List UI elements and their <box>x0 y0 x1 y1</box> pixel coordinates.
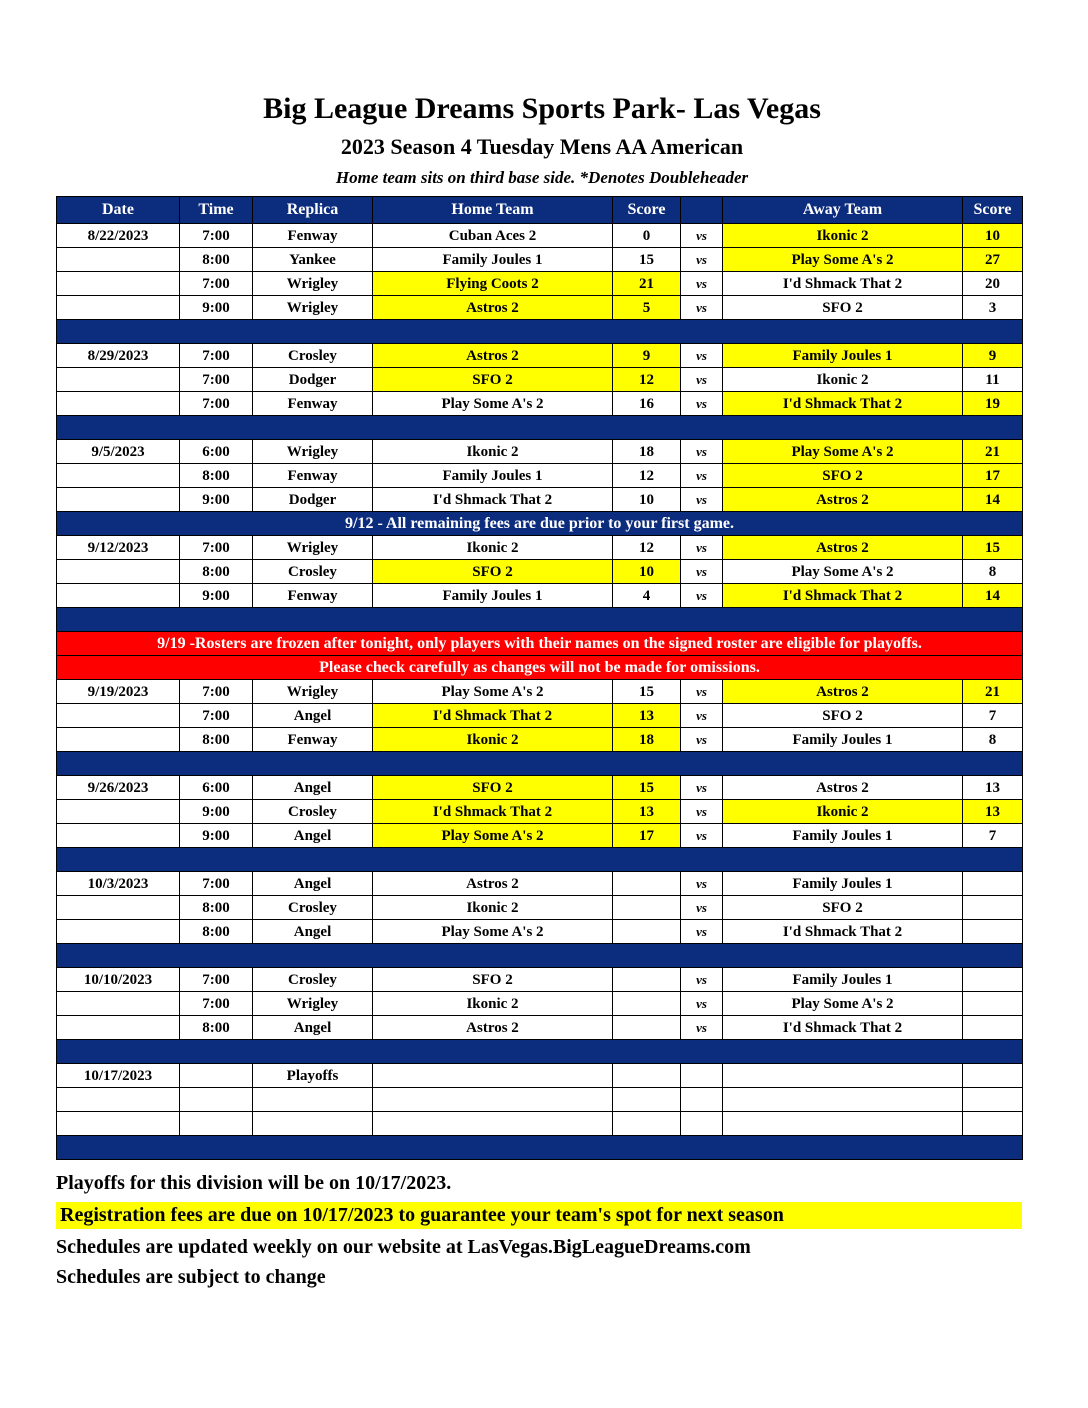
separator-bar <box>57 608 1023 632</box>
game-replica: Crosley <box>253 968 373 992</box>
game-time: 7:00 <box>180 992 253 1016</box>
row-game <box>57 296 1023 320</box>
game-time: 6:00 <box>180 776 253 800</box>
game-time: 9:00 <box>180 824 253 848</box>
row-playoffs <box>57 1064 1023 1088</box>
game-time: 8:00 <box>180 560 253 584</box>
home-score: 0 <box>613 224 681 248</box>
row-note_red <box>57 656 1023 680</box>
game-replica: Angel <box>253 920 373 944</box>
away-score: 14 <box>963 584 1023 608</box>
home-score: 15 <box>613 680 681 704</box>
row-sep <box>57 1040 1023 1064</box>
row-blank <box>57 1112 1023 1136</box>
away-team: Play Some A's 2 <box>723 560 963 584</box>
home-team: Ikonic 2 <box>373 992 613 1016</box>
game-replica: Dodger <box>253 368 373 392</box>
row-game <box>57 776 1023 800</box>
col-header-home-team: Home Team <box>373 197 613 224</box>
home-score: 13 <box>613 800 681 824</box>
game-date <box>57 272 180 296</box>
vs-label: vs <box>681 464 723 488</box>
vs-label: vs <box>681 680 723 704</box>
away-team: Family Joules 1 <box>723 344 963 368</box>
game-date <box>57 296 180 320</box>
away-score <box>963 1016 1023 1040</box>
away-score: 8 <box>963 728 1023 752</box>
game-date <box>57 728 180 752</box>
home-score: 12 <box>613 464 681 488</box>
away-score: 21 <box>963 680 1023 704</box>
row-game <box>57 536 1023 560</box>
game-replica: Fenway <box>253 224 373 248</box>
game-date: 10/3/2023 <box>57 872 180 896</box>
home-team: SFO 2 <box>373 968 613 992</box>
empty-cell <box>681 1064 723 1088</box>
empty-cell <box>253 1112 373 1136</box>
game-date: 8/29/2023 <box>57 344 180 368</box>
col-header-away-team: Away Team <box>723 197 963 224</box>
empty-cell <box>613 1112 681 1136</box>
away-team: Family Joules 1 <box>723 872 963 896</box>
game-date <box>57 584 180 608</box>
row-game <box>57 680 1023 704</box>
vs-label: vs <box>681 344 723 368</box>
empty-cell <box>180 1064 253 1088</box>
vs-label: vs <box>681 584 723 608</box>
separator-bar <box>57 1040 1023 1064</box>
home-score <box>613 872 681 896</box>
game-time: 9:00 <box>180 584 253 608</box>
home-team: SFO 2 <box>373 560 613 584</box>
vs-label: vs <box>681 440 723 464</box>
empty-cell <box>681 1088 723 1112</box>
away-score: 13 <box>963 800 1023 824</box>
vs-label: vs <box>681 536 723 560</box>
game-time: 8:00 <box>180 920 253 944</box>
game-date: 9/5/2023 <box>57 440 180 464</box>
vs-label: vs <box>681 968 723 992</box>
game-replica: Wrigley <box>253 536 373 560</box>
game-time: 7:00 <box>180 368 253 392</box>
game-replica: Dodger <box>253 488 373 512</box>
empty-cell <box>723 1088 963 1112</box>
away-team: Astros 2 <box>723 488 963 512</box>
home-score: 4 <box>613 584 681 608</box>
empty-cell <box>180 1088 253 1112</box>
away-team: Family Joules 1 <box>723 728 963 752</box>
game-date <box>57 704 180 728</box>
col-header-vs <box>681 197 723 224</box>
game-replica: Crosley <box>253 896 373 920</box>
game-replica: Wrigley <box>253 440 373 464</box>
vs-label: vs <box>681 560 723 584</box>
row-sep <box>57 608 1023 632</box>
home-score: 9 <box>613 344 681 368</box>
home-score: 13 <box>613 704 681 728</box>
home-score: 10 <box>613 488 681 512</box>
row-blank <box>57 1088 1023 1112</box>
footer-subject-line: Schedules are subject to change <box>56 1266 326 1288</box>
row-game <box>57 392 1023 416</box>
empty-cell <box>681 1112 723 1136</box>
game-date <box>57 248 180 272</box>
separator-bar <box>57 1136 1023 1160</box>
away-score: 21 <box>963 440 1023 464</box>
empty-cell <box>613 1064 681 1088</box>
away-score <box>963 872 1023 896</box>
game-replica: Crosley <box>253 344 373 368</box>
home-team: I'd Shmack That 2 <box>373 704 613 728</box>
away-score: 11 <box>963 368 1023 392</box>
away-score <box>963 968 1023 992</box>
home-team: Play Some A's 2 <box>373 824 613 848</box>
row-game <box>57 920 1023 944</box>
away-score: 15 <box>963 536 1023 560</box>
vs-label: vs <box>681 704 723 728</box>
vs-label: vs <box>681 776 723 800</box>
fees-due-note: 9/12 - All remaining fees are due prior to your first game. <box>57 512 1023 536</box>
table-header-row <box>57 197 1023 224</box>
home-team: Flying Coots 2 <box>373 272 613 296</box>
away-team: Astros 2 <box>723 536 963 560</box>
vs-label: vs <box>681 296 723 320</box>
game-time: 8:00 <box>180 1016 253 1040</box>
home-team-note: Home team sits on third base side. *Denotes Doubleheader <box>335 168 749 187</box>
row-game <box>57 272 1023 296</box>
playoffs-date: 10/17/2023 <box>57 1064 180 1088</box>
away-team: Astros 2 <box>723 680 963 704</box>
home-team: I'd Shmack That 2 <box>373 488 613 512</box>
game-time: 7:00 <box>180 968 253 992</box>
game-replica: Fenway <box>253 584 373 608</box>
page-subtitle: 2023 Season 4 Tuesday Mens AA American <box>340 134 744 159</box>
home-score: 15 <box>613 248 681 272</box>
home-team: Play Some A's 2 <box>373 920 613 944</box>
empty-cell <box>373 1088 613 1112</box>
away-score: 17 <box>963 464 1023 488</box>
game-time: 7:00 <box>180 344 253 368</box>
home-team: Play Some A's 2 <box>373 392 613 416</box>
home-score: 18 <box>613 440 681 464</box>
game-replica: Wrigley <box>253 296 373 320</box>
home-team: SFO 2 <box>373 776 613 800</box>
game-replica: Angel <box>253 1016 373 1040</box>
away-team: Family Joules 1 <box>723 968 963 992</box>
game-date <box>57 920 180 944</box>
vs-label: vs <box>681 272 723 296</box>
separator-bar <box>57 944 1023 968</box>
game-date <box>57 560 180 584</box>
row-game <box>57 824 1023 848</box>
empty-cell <box>723 1112 963 1136</box>
row-game <box>57 992 1023 1016</box>
game-date: 9/12/2023 <box>57 536 180 560</box>
game-time: 6:00 <box>180 440 253 464</box>
home-team: Cuban Aces 2 <box>373 224 613 248</box>
empty-cell <box>253 1088 373 1112</box>
roster-freeze-note: Please check carefully as changes will not be made for omissions. <box>57 656 1023 680</box>
away-team: Ikonic 2 <box>723 224 963 248</box>
game-replica: Angel <box>253 704 373 728</box>
away-team: I'd Shmack That 2 <box>723 920 963 944</box>
home-team: Astros 2 <box>373 344 613 368</box>
schedule-body <box>57 224 1023 1160</box>
home-score: 21 <box>613 272 681 296</box>
game-date <box>57 368 180 392</box>
away-score: 14 <box>963 488 1023 512</box>
game-date <box>57 824 180 848</box>
home-score: 12 <box>613 368 681 392</box>
home-score: 16 <box>613 392 681 416</box>
away-team: Ikonic 2 <box>723 800 963 824</box>
home-score: 10 <box>613 560 681 584</box>
row-game <box>57 224 1023 248</box>
game-replica: Angel <box>253 824 373 848</box>
game-replica: Yankee <box>253 248 373 272</box>
schedule-table <box>56 196 1023 1160</box>
separator-bar <box>57 416 1023 440</box>
vs-label: vs <box>681 224 723 248</box>
home-team: I'd Shmack That 2 <box>373 800 613 824</box>
away-team: I'd Shmack That 2 <box>723 272 963 296</box>
vs-label: vs <box>681 1016 723 1040</box>
away-score: 19 <box>963 392 1023 416</box>
home-team: Ikonic 2 <box>373 440 613 464</box>
game-time: 8:00 <box>180 248 253 272</box>
vs-label: vs <box>681 368 723 392</box>
away-score: 3 <box>963 296 1023 320</box>
vs-label: vs <box>681 728 723 752</box>
home-score: 5 <box>613 296 681 320</box>
row-note_red <box>57 632 1023 656</box>
separator-bar <box>57 752 1023 776</box>
away-team: Astros 2 <box>723 776 963 800</box>
row-game <box>57 344 1023 368</box>
game-replica: Crosley <box>253 560 373 584</box>
away-team: Family Joules 1 <box>723 824 963 848</box>
home-team: Family Joules 1 <box>373 584 613 608</box>
game-date: 9/26/2023 <box>57 776 180 800</box>
vs-label: vs <box>681 896 723 920</box>
row-note_blue <box>57 512 1023 536</box>
away-score: 7 <box>963 704 1023 728</box>
game-time: 7:00 <box>180 704 253 728</box>
empty-cell <box>57 1112 180 1136</box>
game-time: 8:00 <box>180 896 253 920</box>
page-title: Big League Dreams Sports Park- Las Vegas <box>263 92 821 125</box>
row-sep <box>57 848 1023 872</box>
row-sep <box>57 752 1023 776</box>
empty-cell <box>963 1112 1023 1136</box>
home-score: 18 <box>613 728 681 752</box>
away-score: 20 <box>963 272 1023 296</box>
home-team: Ikonic 2 <box>373 896 613 920</box>
away-score: 7 <box>963 824 1023 848</box>
away-score: 8 <box>963 560 1023 584</box>
col-header-date: Date <box>57 197 180 224</box>
away-team: SFO 2 <box>723 464 963 488</box>
row-sep <box>57 1136 1023 1160</box>
row-game <box>57 488 1023 512</box>
game-date <box>57 464 180 488</box>
away-team: Play Some A's 2 <box>723 248 963 272</box>
footer-playoffs-line: Playoffs for this division will be on 10/17/2023. <box>56 1172 452 1194</box>
col-header-replica: Replica <box>253 197 373 224</box>
footer-registration-banner: Registration fees are due on 10/17/2023 to guarantee your team's spot for next season <box>56 1202 1022 1229</box>
game-time: 7:00 <box>180 272 253 296</box>
away-team: I'd Shmack That 2 <box>723 392 963 416</box>
game-time: 8:00 <box>180 728 253 752</box>
vs-label: vs <box>681 488 723 512</box>
game-date: 9/19/2023 <box>57 680 180 704</box>
game-date <box>57 896 180 920</box>
row-game <box>57 800 1023 824</box>
col-header-away-score: Score <box>963 197 1023 224</box>
row-sep <box>57 320 1023 344</box>
empty-cell <box>613 1088 681 1112</box>
empty-cell <box>373 1112 613 1136</box>
away-team: SFO 2 <box>723 704 963 728</box>
game-date <box>57 1016 180 1040</box>
roster-freeze-note: 9/19 -Rosters are frozen after tonight, only players with their names on the signed roster are eligible for playoffs. <box>57 632 1023 656</box>
home-score: 15 <box>613 776 681 800</box>
home-team: SFO 2 <box>373 368 613 392</box>
game-replica: Fenway <box>253 728 373 752</box>
away-score <box>963 992 1023 1016</box>
game-time: 8:00 <box>180 464 253 488</box>
home-score <box>613 968 681 992</box>
game-replica: Wrigley <box>253 992 373 1016</box>
separator-bar <box>57 848 1023 872</box>
row-game <box>57 968 1023 992</box>
separator-bar <box>57 320 1023 344</box>
row-sep <box>57 416 1023 440</box>
away-score: 10 <box>963 224 1023 248</box>
vs-label: vs <box>681 872 723 896</box>
game-time: 9:00 <box>180 296 253 320</box>
row-game <box>57 728 1023 752</box>
empty-cell <box>57 1088 180 1112</box>
footer <box>56 1172 1022 1289</box>
away-score: 9 <box>963 344 1023 368</box>
row-game <box>57 704 1023 728</box>
row-game <box>57 440 1023 464</box>
away-score <box>963 920 1023 944</box>
game-replica: Crosley <box>253 800 373 824</box>
col-header-time: Time <box>180 197 253 224</box>
away-team: Ikonic 2 <box>723 368 963 392</box>
row-game <box>57 464 1023 488</box>
away-score <box>963 896 1023 920</box>
game-time: 7:00 <box>180 224 253 248</box>
away-team: Play Some A's 2 <box>723 992 963 1016</box>
row-game <box>57 872 1023 896</box>
row-game <box>57 1016 1023 1040</box>
home-team: Ikonic 2 <box>373 536 613 560</box>
game-replica: Angel <box>253 776 373 800</box>
game-time: 9:00 <box>180 800 253 824</box>
playoffs-label: Playoffs <box>253 1064 373 1088</box>
away-team: SFO 2 <box>723 896 963 920</box>
vs-label: vs <box>681 248 723 272</box>
away-team: Play Some A's 2 <box>723 440 963 464</box>
game-date <box>57 800 180 824</box>
vs-label: vs <box>681 392 723 416</box>
game-time: 7:00 <box>180 536 253 560</box>
game-date <box>57 392 180 416</box>
away-score: 13 <box>963 776 1023 800</box>
game-time: 7:00 <box>180 680 253 704</box>
vs-label: vs <box>681 920 723 944</box>
home-score <box>613 920 681 944</box>
game-replica: Fenway <box>253 392 373 416</box>
game-date: 10/10/2023 <box>57 968 180 992</box>
game-replica: Wrigley <box>253 272 373 296</box>
row-game <box>57 896 1023 920</box>
home-score: 12 <box>613 536 681 560</box>
col-header-home-score: Score <box>613 197 681 224</box>
empty-cell <box>963 1088 1023 1112</box>
away-team: SFO 2 <box>723 296 963 320</box>
away-team: I'd Shmack That 2 <box>723 584 963 608</box>
home-team: Ikonic 2 <box>373 728 613 752</box>
home-team: Astros 2 <box>373 1016 613 1040</box>
vs-label: vs <box>681 824 723 848</box>
empty-cell <box>373 1064 613 1088</box>
row-game <box>57 248 1023 272</box>
home-team: Play Some A's 2 <box>373 680 613 704</box>
game-date: 8/22/2023 <box>57 224 180 248</box>
row-game <box>57 560 1023 584</box>
home-team: Astros 2 <box>373 872 613 896</box>
empty-cell <box>180 1112 253 1136</box>
game-time: 7:00 <box>180 872 253 896</box>
home-score <box>613 992 681 1016</box>
vs-label: vs <box>681 800 723 824</box>
row-game <box>57 584 1023 608</box>
row-game <box>57 368 1023 392</box>
home-team: Astros 2 <box>373 296 613 320</box>
row-sep <box>57 944 1023 968</box>
game-date <box>57 992 180 1016</box>
home-team: Family Joules 1 <box>373 248 613 272</box>
home-score <box>613 1016 681 1040</box>
home-score: 17 <box>613 824 681 848</box>
game-date <box>57 488 180 512</box>
game-replica: Angel <box>253 872 373 896</box>
home-team: Family Joules 1 <box>373 464 613 488</box>
game-time: 9:00 <box>180 488 253 512</box>
empty-cell <box>963 1064 1023 1088</box>
game-time: 7:00 <box>180 392 253 416</box>
home-score <box>613 896 681 920</box>
away-score: 27 <box>963 248 1023 272</box>
empty-cell <box>723 1064 963 1088</box>
footer-website-line: Schedules are updated weekly on our website at LasVegas.BigLeagueDreams.com <box>56 1236 751 1258</box>
away-team: I'd Shmack That 2 <box>723 1016 963 1040</box>
vs-label: vs <box>681 992 723 1016</box>
game-replica: Fenway <box>253 464 373 488</box>
game-replica: Wrigley <box>253 680 373 704</box>
